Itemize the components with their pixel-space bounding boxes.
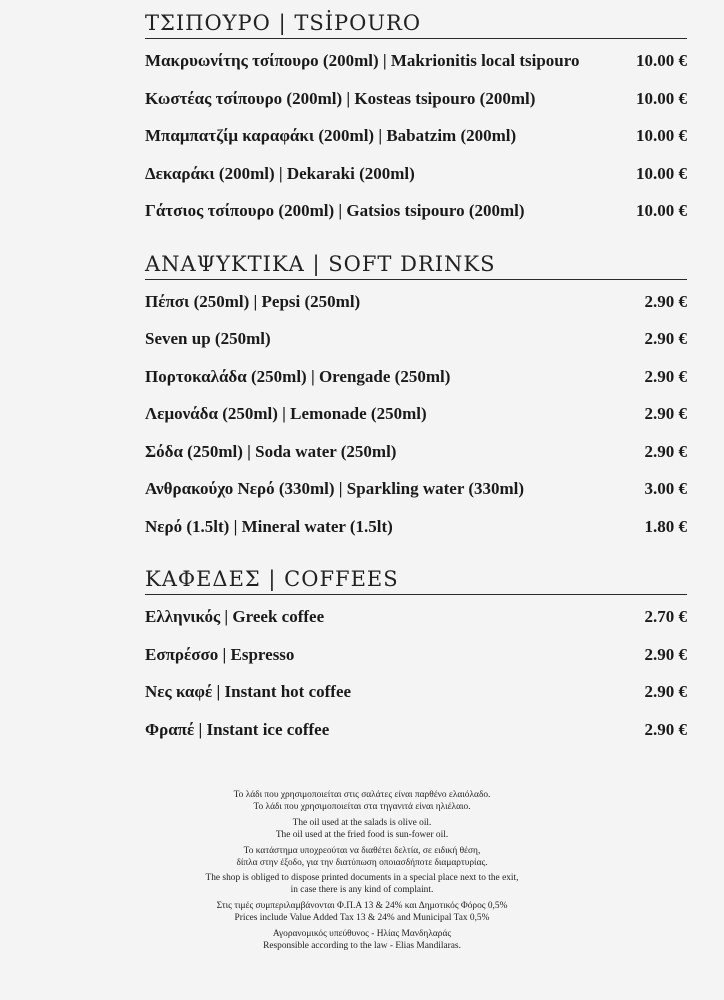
item-price: 2.90 €	[644, 644, 687, 664]
section-spacer	[145, 227, 687, 241]
section-title: ΑΝΑΨΥΚΤΙΚΑ | SOFT DRINKS	[145, 251, 496, 276]
menu-item	[145, 317, 687, 355]
item-price: 2.70 €	[644, 607, 687, 626]
item-name: Πέπσι (250ml) | Pepsi (250ml)	[145, 291, 361, 311]
item-price: 10.00 €	[636, 201, 687, 220]
item-name: Σόδα (250ml) | Soda water (250ml)	[145, 441, 397, 461]
menu-item	[145, 595, 687, 633]
item-price: 10.00 €	[636, 88, 687, 108]
section-header	[145, 0, 687, 39]
menu-item	[145, 670, 687, 708]
menu-item	[145, 708, 687, 746]
item-name: Μπαμπατζίμ καραφάκι (200ml) | Babatzim (200ml)	[145, 126, 517, 145]
note-line: Responsible according to the law - Elias Mandilaras.	[263, 940, 461, 951]
note-line: The oil used at the salads is olive oil.	[292, 817, 432, 828]
item-name: Λεμονάδα (250ml) | Lemonade (250ml)	[145, 404, 427, 423]
note-line: Το λάδι που χρησιμοποιείται στα τηγανιτά είναι ηλιέλαιο.	[253, 801, 471, 812]
item-price: 1.80 €	[644, 516, 687, 536]
item-name: Μακρυωνίτης τσίπουρο (200ml) | Makrionitis local tsipouro	[145, 51, 580, 70]
item-price: 2.90 €	[644, 291, 687, 311]
item-name: Πορτοκαλάδα (250ml) | Orengade (250ml)	[145, 366, 451, 386]
note-line: Prices include Value Added Tax 13 & 24% and Municipal Tax 0,5%	[234, 913, 490, 924]
item-name: Νες καφέ | Instant hot coffee	[145, 682, 352, 701]
menu-item	[145, 39, 687, 77]
note-line: δίπλα στην έξοδο, για την διατύπωση οποιασδήποτε διαμαρτυρίας.	[236, 857, 488, 868]
note-line: Αγορανομικός υπεύθυνος - Ηλίας Μανδηλαράς	[272, 929, 452, 940]
item-price: 10.00 €	[636, 51, 687, 70]
section-spacer	[145, 542, 687, 556]
item-price: 10.00 €	[636, 126, 687, 145]
item-price: 2.90 €	[644, 366, 687, 386]
item-name: Γάτσιος τσίπουρο (200ml) | Gatsios tsipouro (200ml)	[145, 201, 525, 220]
section-title: ΚΑΦΕΔΕΣ | COFFEES	[145, 567, 399, 591]
item-price: 3.00 €	[644, 479, 687, 498]
legal-notes	[0, 790, 724, 953]
item-name: Ανθρακούχο Νερό (330ml) | Sparkling water (330ml)	[145, 479, 525, 498]
menu-item	[145, 392, 687, 430]
menu-item	[145, 114, 687, 152]
menu-item	[145, 633, 687, 671]
section-coffees	[145, 556, 687, 745]
item-price: 2.90 €	[644, 329, 687, 348]
menu-item	[145, 152, 687, 190]
menu-item	[145, 355, 687, 393]
menu-item	[145, 189, 687, 227]
item-name: Νερό (1.5lt) | Mineral water (1.5lt)	[145, 516, 393, 536]
note-line: in case there is any kind of complaint.	[290, 885, 434, 896]
section-soft-drinks	[145, 241, 687, 543]
item-price: 2.90 €	[644, 719, 687, 739]
item-name: Δεκαράκι (200ml) | Dekaraki (200ml)	[145, 163, 415, 183]
section-title: ΤΣΙΠΟΥΡΟ | ΤSİΡOURO	[145, 11, 422, 35]
menu-item	[145, 430, 687, 468]
note-line: The shop is obliged to dispose printed documents in a special place next to the exit,	[205, 873, 519, 884]
note-line: The oil used at the fried food is sun-fower oil.	[275, 829, 449, 840]
item-price: 10.00 €	[636, 163, 687, 183]
menu-item	[145, 505, 687, 543]
note-line: Το κατάστημα υποχρεούται να διαθέτει δελτία, σε ειδική θέση,	[243, 845, 481, 856]
menu-item	[145, 77, 687, 115]
menu-item	[145, 280, 687, 318]
item-name: Φραπέ | Instant ice coffee	[145, 719, 330, 739]
item-name: Seven up (250ml)	[145, 329, 271, 348]
menu-item	[145, 467, 687, 505]
section-header	[145, 241, 687, 280]
item-name: Εσπρέσσο | Espresso	[145, 644, 295, 664]
menu-list	[145, 0, 687, 745]
item-name: Κωστέας τσίπουρο (200ml) | Kosteas tsipouro (200ml)	[145, 88, 536, 108]
item-price: 2.90 €	[644, 404, 687, 423]
item-price: 2.90 €	[644, 441, 687, 461]
item-price: 2.90 €	[644, 682, 687, 701]
section-header	[145, 556, 687, 595]
item-name: Ελληνικός | Greek coffee	[145, 607, 325, 626]
note-line: Το λάδι που χρησιμοποιείται στις σαλάτες είναι παρθένο ελαιόλαδο.	[233, 790, 491, 800]
section-tsipouro	[145, 0, 687, 227]
note-line: Στις τιμές συμπεριλαμβάνονται Φ.Π.Α 13 & 24% και Δημοτικός Φόρος 0,5%	[216, 901, 508, 912]
